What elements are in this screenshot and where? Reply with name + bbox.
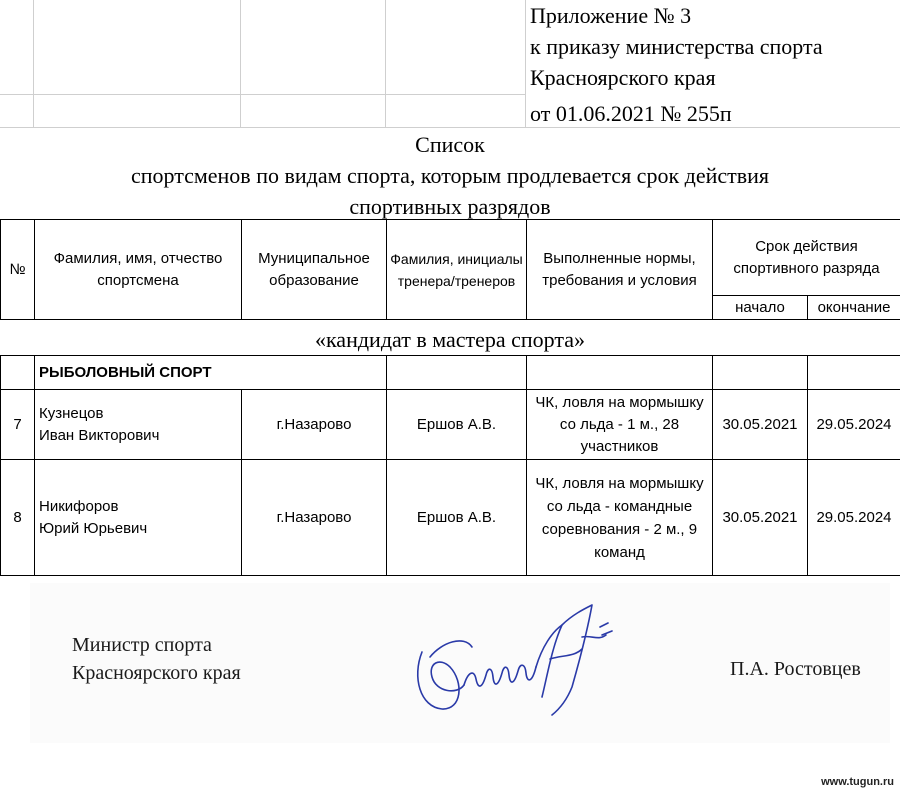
category-title: «кандидат в мастера спорта» <box>314 327 586 352</box>
row-norms: ЧК, ловля на мормышку со льда - 1 м., 28 участников <box>527 390 713 460</box>
row-municipality: г.Назарово <box>242 390 387 460</box>
header-start: начало <box>713 296 808 320</box>
row-norms: ЧК, ловля на мормышку со льда - командные соревнования - 2 м., 9 команд <box>527 460 713 576</box>
athlete-given: Иван Викторович <box>39 426 160 444</box>
doc-title <box>0 129 900 222</box>
appendix-region: Красноярского края <box>530 65 716 90</box>
athlete-surname: Никифоров <box>39 497 119 515</box>
handwritten-signature <box>402 597 632 727</box>
sport-num-cell <box>1 356 35 390</box>
row-start: 30.05.2021 <box>713 460 808 576</box>
header-num: № <box>1 220 35 320</box>
sport-empty-2 <box>387 356 527 390</box>
athlete-surname: Кузнецов <box>39 404 104 422</box>
sport-empty-3 <box>527 356 713 390</box>
signer-position <box>72 631 241 687</box>
row-end: 29.05.2024 <box>808 390 900 460</box>
header-municipality: Муниципальное образование <box>242 220 387 320</box>
row-start: 30.05.2021 <box>713 390 808 460</box>
title-line-2: спортсменов по видам спорта, которым продлевается срок действия <box>130 163 770 188</box>
watermark: www.tugun.ru <box>821 776 894 788</box>
title-line-3: спортивных разрядов <box>349 194 551 219</box>
row-num: 8 <box>1 460 35 576</box>
signature-block <box>30 583 890 743</box>
row-end: 29.05.2024 <box>808 460 900 576</box>
appendix-block <box>530 0 823 129</box>
row-athlete <box>35 390 242 460</box>
row-coach: Ершов А.В. <box>387 390 527 460</box>
signer-name: П.А. Ростовцев <box>730 658 861 680</box>
header-norms: Выполненные нормы, требования и условия <box>527 220 713 320</box>
sport-empty-4 <box>713 356 808 390</box>
signer-position-line-2: Красноярского края <box>72 662 241 684</box>
header-end: окончание <box>808 296 900 320</box>
appendix-order: к приказу министерства спорта <box>530 34 823 59</box>
row-coach: Ершов А.В. <box>387 460 527 576</box>
athlete-given: Юрий Юрьевич <box>39 519 148 537</box>
header-term: Срок действия спортивного разряда <box>713 220 900 296</box>
athletes-table <box>0 219 900 576</box>
sport-empty-1 <box>242 356 387 390</box>
table-row <box>1 460 900 576</box>
header-fio: Фамилия, имя, отчество спортсмена <box>35 220 242 320</box>
row-num: 7 <box>1 390 35 460</box>
sport-empty-5 <box>808 356 900 390</box>
header-coach: Фамилия, инициалы тренера/тренеров <box>387 220 527 320</box>
title-line-1: Список <box>415 132 485 157</box>
appendix-date: от 01.06.2021 № 255п <box>530 101 732 126</box>
table-row <box>1 390 900 460</box>
signer-position-line-1: Министр спорта <box>72 634 212 656</box>
row-municipality: г.Назарово <box>242 460 387 576</box>
row-athlete <box>35 460 242 576</box>
appendix-number: Приложение № 3 <box>530 3 692 28</box>
sport-name: РЫБОЛОВНЫЙ СПОРТ <box>35 356 242 390</box>
